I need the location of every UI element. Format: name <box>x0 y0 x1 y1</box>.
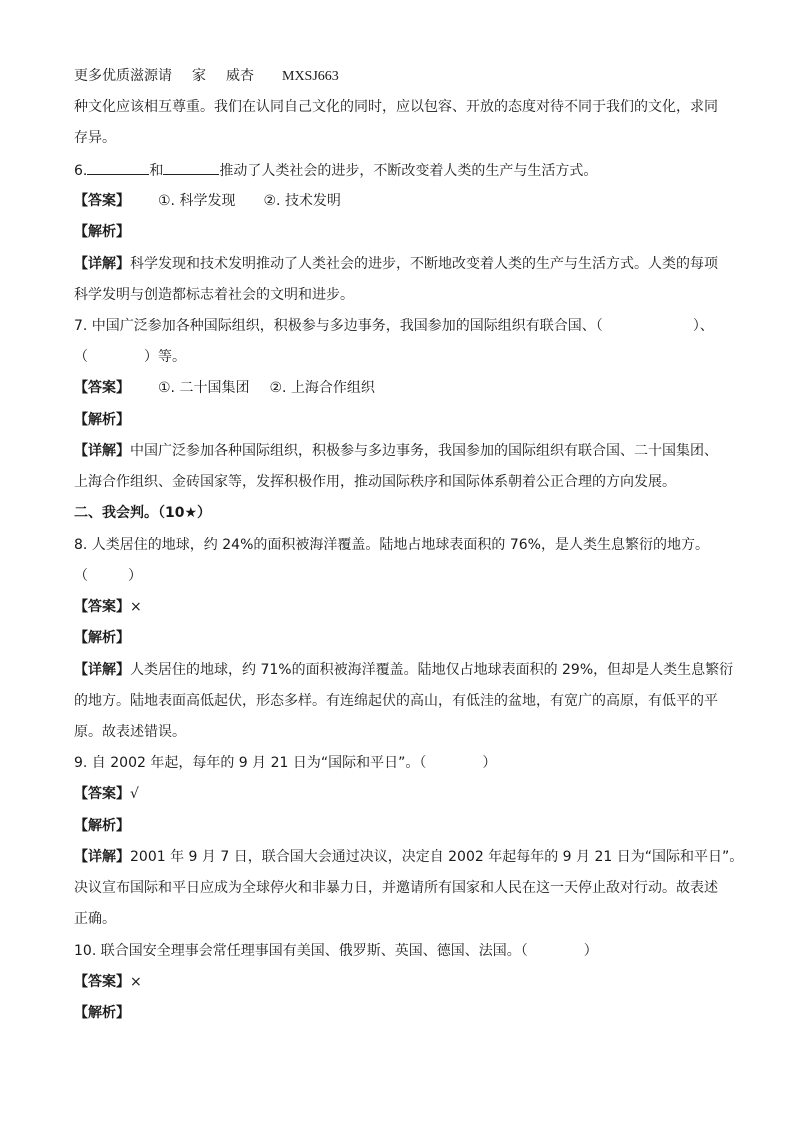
question-8-line-2 <box>74 566 734 586</box>
promo-code: MXSJ663 <box>282 69 339 84</box>
q9-detail-line-2: 决议宣布国际和平日应成为全球停火和非暴力日，并邀请所有国家和人民在这一天停止敌对行动。故表述 <box>74 880 718 896</box>
q7-detail-text-1: 中国广泛参加各种国际组织，积极参与多边事务，我国参加的国际组织有联合国、二十国集团、 <box>130 443 718 459</box>
q6-answer <box>74 191 734 211</box>
promo-text: 更多优质滋源请 <box>74 68 172 84</box>
q6-detail-line-2: 科学发明与创造都标志着社会的文明和进步。 <box>74 287 354 303</box>
q7-detail-line-1 <box>74 441 734 461</box>
detail-tag: 【详解】 <box>74 849 130 865</box>
q6-a1-num: ①. <box>158 193 176 209</box>
q7-a1: 二十国集团 <box>179 380 250 396</box>
q7-a2-num: ②. <box>269 380 287 396</box>
q9-analysis-tag: 【解析】 <box>74 818 130 834</box>
q9-detail-line-3: 正确。 <box>74 911 116 927</box>
q9-answer <box>74 784 734 804</box>
carry-over-line-1: 种文化应该相互尊重。我们在认同自己文化的同时，应以包容、开放的态度对待不同于我们的文化，求同 <box>74 99 718 115</box>
q6-mid: 和 <box>149 163 164 179</box>
carry-over-line-2: 存异。 <box>74 130 116 146</box>
q8-detail-line-2: 的地方。陆地表面高低起伏，形态多样。有连绵起伏的高山，有低洼的盆地，有宽广的高原，有低平的平 <box>74 693 718 709</box>
q8-paren-close: ） <box>128 568 142 584</box>
q8-answer <box>74 597 734 617</box>
q8-analysis-tag: 【解析】 <box>74 630 130 646</box>
q6-detail-text-1: 科学发现和技术发明推动了人类社会的进步，不断地改变着人类的生产与生活方式。人类的每项 <box>130 256 718 272</box>
question-8-line-1: 8. 人类居住的地球，约 24%的面积被海洋覆盖。陆地占地球表面积的 76%，是人类生息繁衍的地方。 <box>74 537 709 553</box>
question-9 <box>74 753 734 773</box>
q8-detail-line-1 <box>74 660 734 680</box>
detail-tag: 【详解】 <box>74 443 130 459</box>
q7-detail-line-2: 上海合作组织、金砖国家等，发挥积极作用，推动国际秩序和国际体系朝着公正合理的方向发展。 <box>74 474 676 490</box>
question-7-line-2 <box>74 347 734 367</box>
q10-line1-text: 10. 联合国安全理事会常任理事国有美国、俄罗斯、英国、德国、法国。（ <box>74 943 528 959</box>
q10-answer <box>74 972 734 992</box>
answer-tag: 【答案】 <box>74 786 130 802</box>
q6-blank-2 <box>163 160 219 175</box>
q6-detail-line-1 <box>74 254 734 274</box>
q7-analysis-tag: 【解析】 <box>74 412 130 428</box>
q7-line1-end: ）、 <box>692 318 714 334</box>
q7-line2-open: （ <box>74 349 88 365</box>
q9-line1-text: 9. 自 2002 年起，每年的 9 月 21 日为“国际和平日”。（ <box>74 755 427 771</box>
q9-detail-line-1 <box>74 847 744 867</box>
q6-analysis-tag: 【解析】 <box>74 224 130 240</box>
question-7-line-1 <box>74 316 734 336</box>
q9-answer-value: √ <box>130 786 139 802</box>
q6-rest: 推动了人类社会的进步，不断改变着人类的生产与生活方式。 <box>219 163 598 179</box>
q8-detail-line-3: 原。故表述错误。 <box>74 724 186 740</box>
promo-word-1: 家 <box>192 68 206 84</box>
q8-detail-text-1: 人类居住的地球，约 71%的面积被海洋覆盖。陆地仅占地球表面积的 29%，但却是人类生息繁衍 <box>130 662 734 678</box>
q6-a1: 科学发现 <box>179 193 236 209</box>
question-6 <box>74 160 734 181</box>
q7-a1-num: ①. <box>158 380 176 396</box>
q8-answer-value: × <box>130 599 142 615</box>
promo-word-2: 威杏 <box>226 68 254 84</box>
q7-answer <box>74 378 734 398</box>
q7-a2: 上海合作组织 <box>290 380 375 396</box>
q10-answer-value: × <box>130 974 142 990</box>
detail-tag: 【详解】 <box>74 256 130 272</box>
detail-tag: 【详解】 <box>74 662 130 678</box>
q6-blank-1 <box>87 160 149 175</box>
q6-a2: 技术发明 <box>284 193 341 209</box>
answer-tag: 【答案】 <box>74 599 130 615</box>
section-2-title: 二、我会判。（10★） <box>74 505 212 521</box>
answer-tag: 【答案】 <box>74 193 130 209</box>
q7-line1-text: 7. 中国广泛参加各种国际组织，积极参与多边事务，我国参加的国际组织有联合国、（ <box>74 318 603 334</box>
q10-analysis-tag: 【解析】 <box>74 1005 130 1021</box>
header-promo <box>74 66 734 87</box>
answer-tag: 【答案】 <box>74 974 130 990</box>
q10-line1-end: ） <box>583 943 598 959</box>
q6-a2-num: ②. <box>263 193 281 209</box>
q9-detail-text-1: 2001 年 9 月 7 日，联合国大会通过决议，决定自 2002 年起每年的 9 月 21 日为“国际和平日”。 <box>130 849 744 865</box>
question-10 <box>74 941 734 961</box>
q6-number: 6. <box>74 163 88 179</box>
q7-line2-close: ）等。 <box>144 349 186 365</box>
q8-paren-open: （ <box>74 568 88 584</box>
q9-line1-end: ） <box>482 755 497 771</box>
answer-tag: 【答案】 <box>74 380 130 396</box>
